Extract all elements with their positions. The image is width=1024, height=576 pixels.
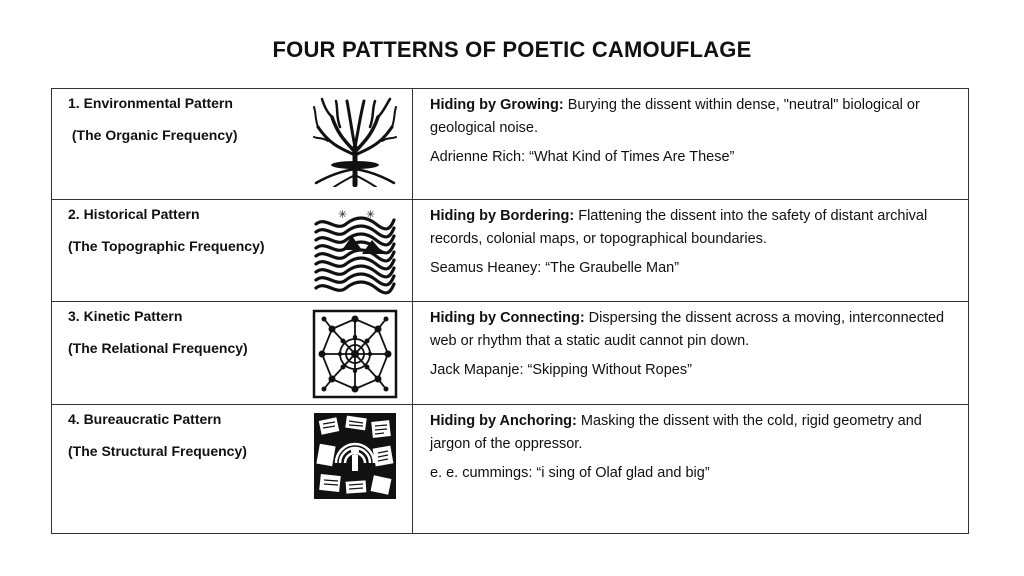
- pattern-cell: [52, 89, 413, 200]
- pattern-cell: [52, 405, 413, 534]
- tree-roots-icon: [312, 97, 398, 187]
- documents-collage-icon: [312, 411, 398, 501]
- pattern-description-text: Masking the dissent with the cold, rigid geometry and jargon of the oppressor.: [430, 413, 922, 452]
- pattern-action: Hiding by Connecting:: [430, 310, 585, 326]
- pattern-description: [430, 307, 964, 353]
- wavy-mountains-icon: [312, 206, 398, 296]
- table-row: [52, 405, 969, 534]
- pattern-description: [430, 205, 964, 251]
- svg-text:✳: ✳: [338, 208, 348, 221]
- pattern-description-text: Dispersing the dissent across a moving, interconnected web or rhythm that a static audit cannot pin down.: [430, 310, 945, 349]
- pattern-action: Hiding by Anchoring:: [430, 413, 577, 429]
- table-row: [52, 302, 969, 405]
- pattern-frequency: (The Topographic Frequency): [68, 238, 265, 254]
- svg-text:✳: ✳: [366, 208, 376, 221]
- pattern-action: Hiding by Bordering:: [430, 208, 575, 224]
- network-web-icon: [312, 309, 398, 399]
- table-row: [52, 89, 969, 200]
- description-cell: [413, 302, 969, 405]
- pattern-frequency: (The Organic Frequency): [68, 127, 238, 143]
- patterns-table: [51, 88, 969, 534]
- pattern-cell: [52, 200, 413, 302]
- pattern-description: [430, 94, 964, 140]
- pattern-description-text: Burying the dissent within dense, "neutral" biological or geological noise.: [430, 97, 920, 136]
- pattern-frequency: (The Relational Frequency): [68, 340, 248, 356]
- pattern-description: [430, 410, 964, 456]
- pattern-citation: e. e. cummings: “i sing of Olaf glad and big”: [430, 465, 710, 481]
- pattern-description-text: Flattening the dissent into the safety of distant archival records, colonial maps, or topographical boundaries.: [430, 208, 928, 247]
- pattern-name: 1. Environmental Pattern: [68, 95, 233, 111]
- page-title: FOUR PATTERNS OF POETIC CAMOUFLAGE: [272, 37, 752, 62]
- description-cell: [413, 405, 969, 534]
- pattern-cell: [52, 302, 413, 405]
- pattern-name: 4. Bureaucratic Pattern: [68, 411, 222, 427]
- pattern-citation: Jack Mapanje: “Skipping Without Ropes”: [430, 362, 692, 378]
- pattern-action: Hiding by Growing:: [430, 97, 564, 113]
- table-row: [52, 200, 969, 302]
- pattern-citation: Seamus Heaney: “The Graubelle Man”: [430, 260, 680, 276]
- pattern-name: 2. Historical Pattern: [68, 206, 200, 222]
- pattern-frequency: (The Structural Frequency): [68, 443, 247, 459]
- pattern-citation: Adrienne Rich: “What Kind of Times Are These”: [430, 149, 735, 165]
- description-cell: [413, 200, 969, 302]
- pattern-name: 3. Kinetic Pattern: [68, 308, 183, 324]
- description-cell: [413, 89, 969, 200]
